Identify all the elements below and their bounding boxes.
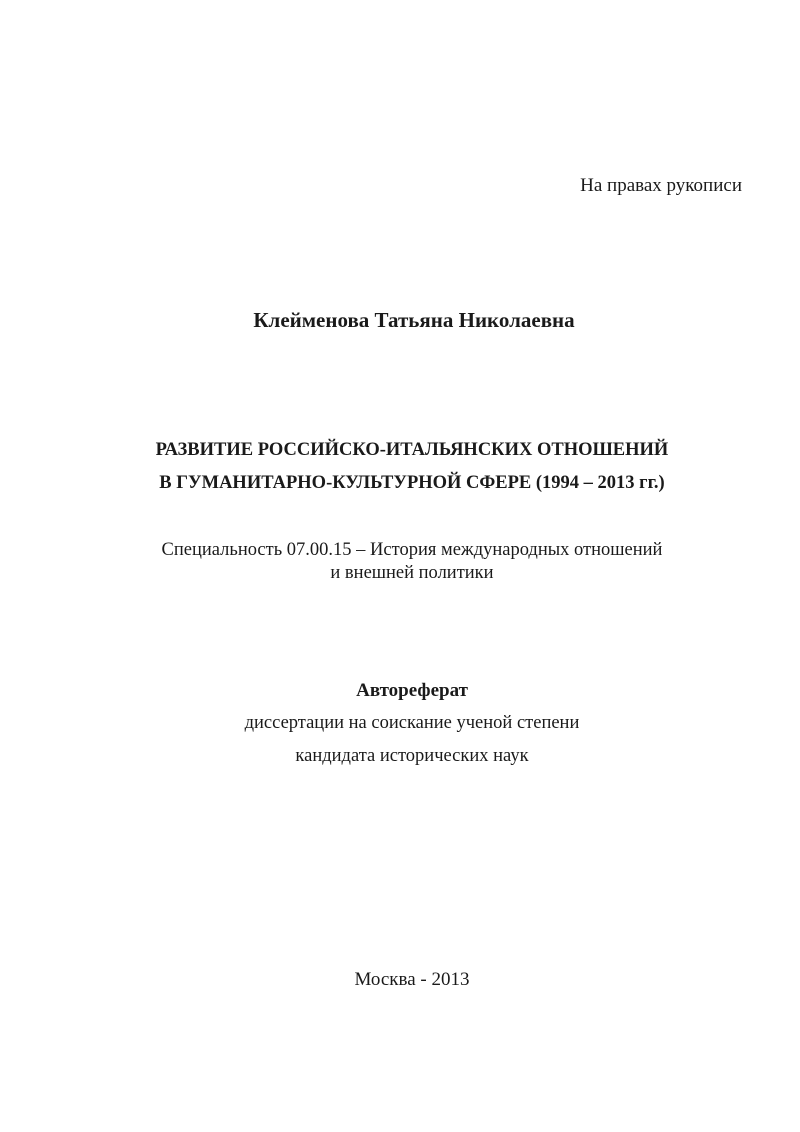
abstract-line-1: диссертации на соискание ученой степени [244,713,580,733]
manuscript-note: На правах рукописи [580,175,742,196]
dissertation-title-line-1: РАЗВИТИЕ РОССИЙСКО-ИТАЛЬЯНСКИХ ОТНОШЕНИЙ [155,440,669,460]
dissertation-title-line-2: В ГУМАНИТАРНО-КУЛЬТУРНОЙ СФЕРЕ (1994 – 2013 гг.) [159,473,665,493]
place-and-year: Москва - 2013 [354,969,470,990]
abstract-line-2: кандидата исторических наук [295,746,529,766]
specialty-line-2: и внешней политики [330,563,494,583]
author-name: Клейменова Татьяна Николаевна [253,308,575,332]
abstract-heading: Автореферат [356,680,468,701]
specialty-line-1: Специальность 07.00.15 – История международных отношений [161,540,663,560]
